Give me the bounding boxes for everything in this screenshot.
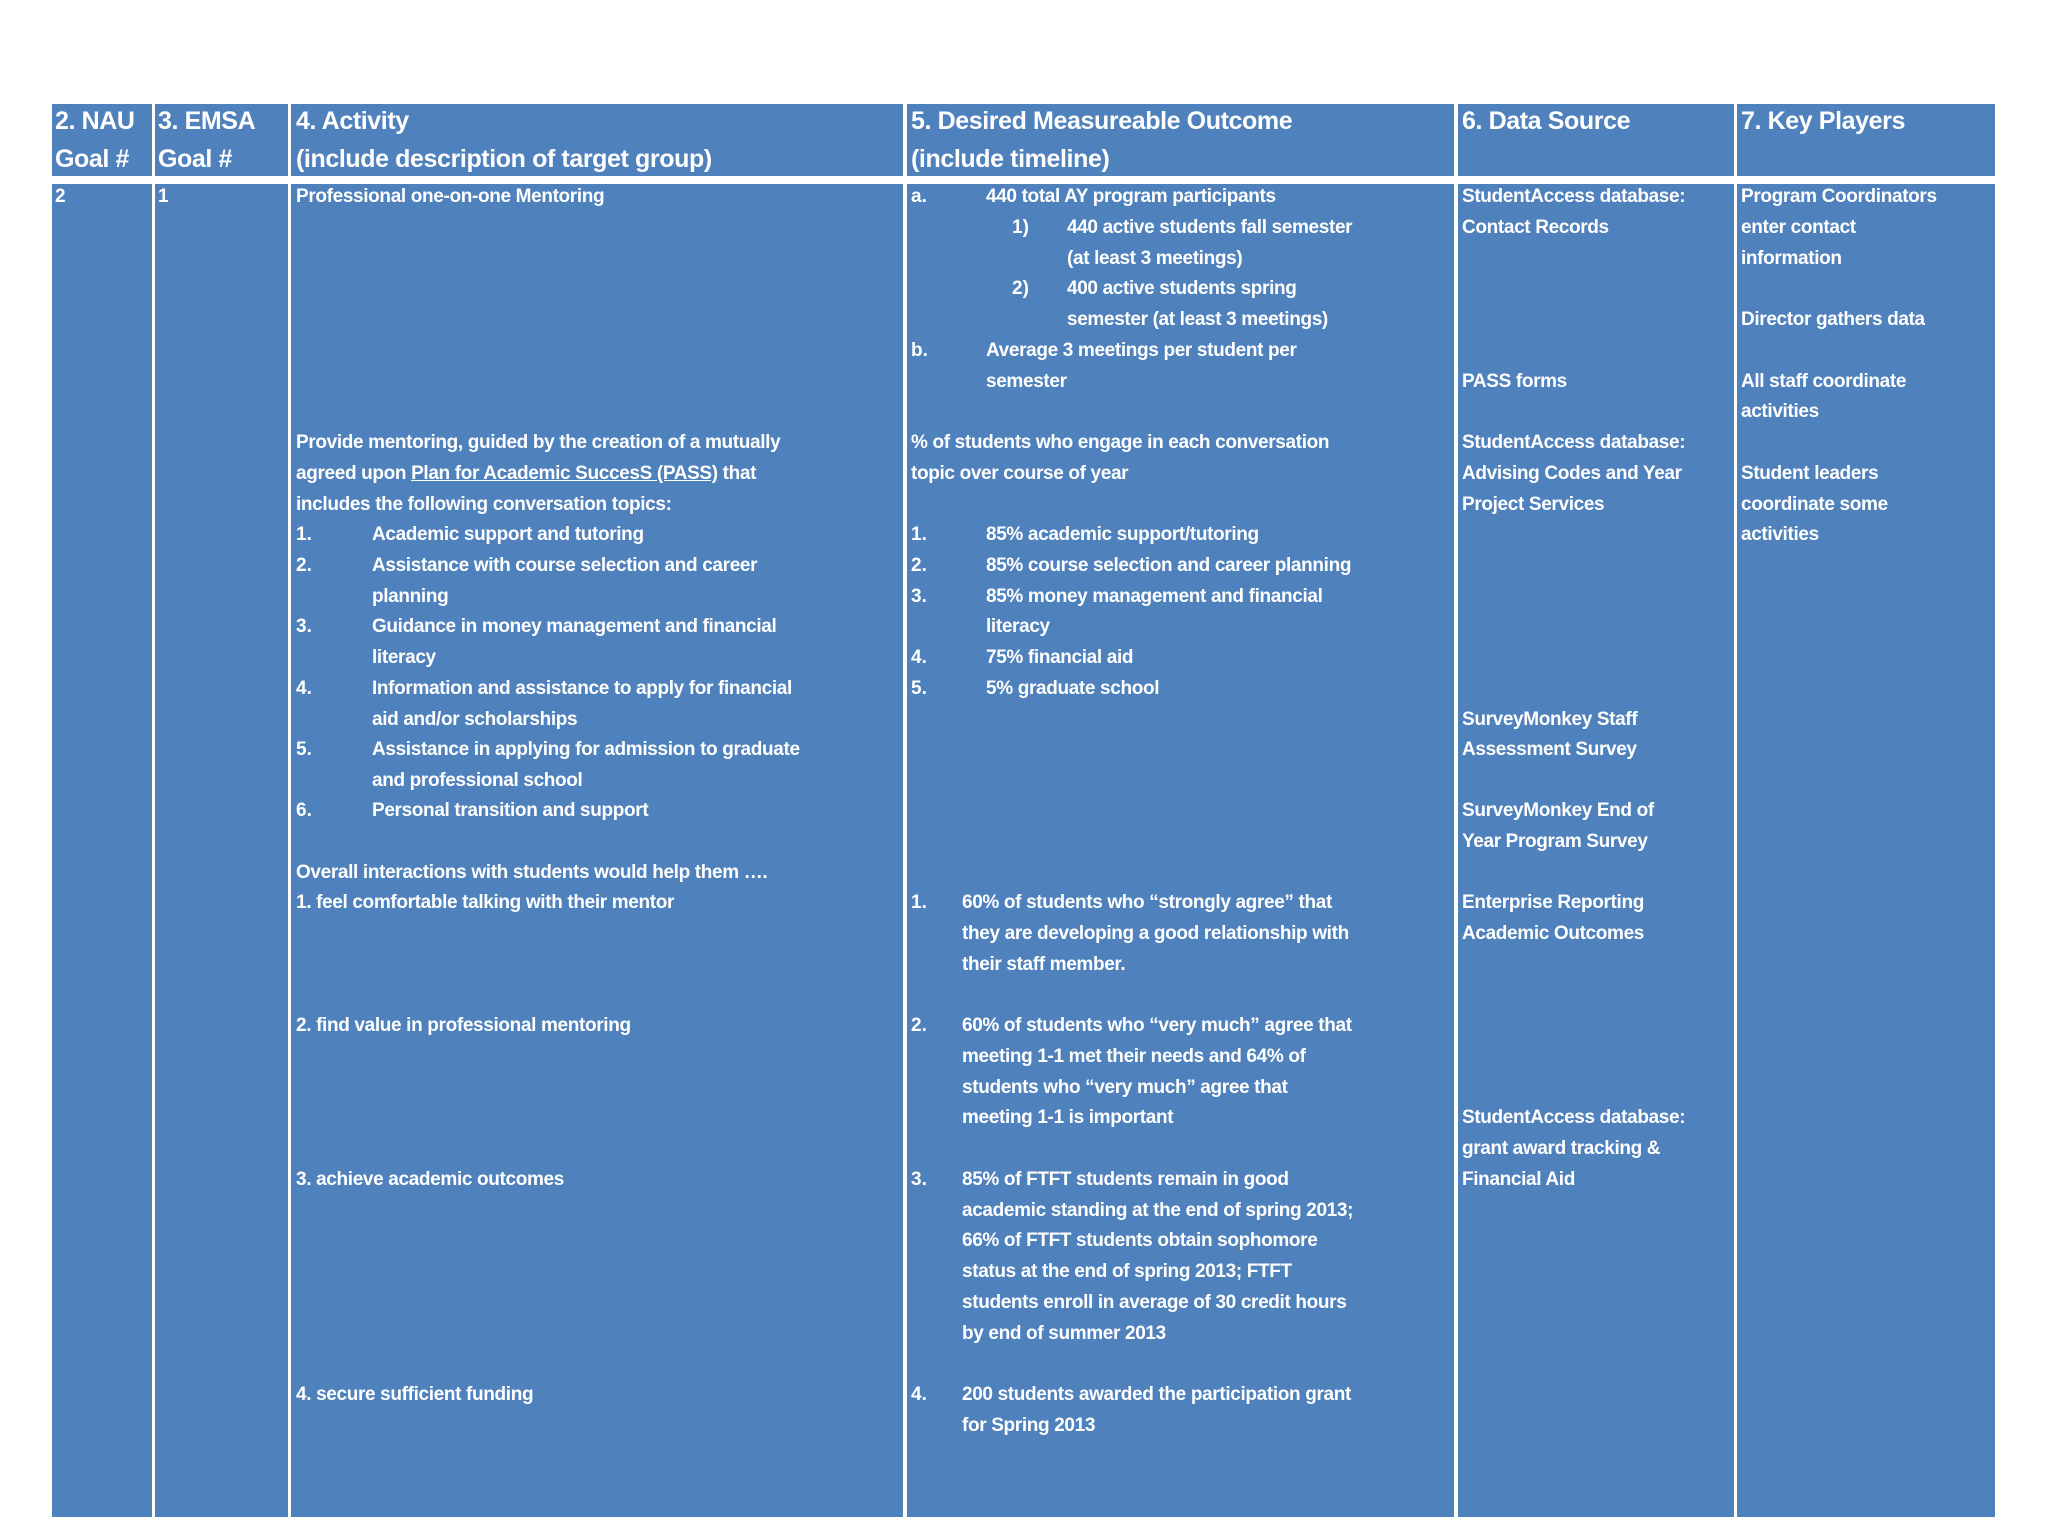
key-player-text: coordinate some bbox=[1741, 494, 1888, 515]
key-player-text: activities bbox=[1741, 524, 1819, 545]
topic-text: literacy bbox=[372, 647, 436, 668]
result-text: 200 students awarded the participation grant bbox=[962, 1384, 1351, 1405]
outcome-b-text: semester bbox=[986, 371, 1067, 392]
topic-text: aid and/or scholarships bbox=[372, 709, 578, 730]
pass-intro-pre: agreed upon bbox=[296, 463, 412, 484]
pass-intro-line2 bbox=[296, 459, 756, 489]
key-player-text: Director gathers data bbox=[1741, 309, 1925, 330]
outcome-b-text: Average 3 meetings per student per bbox=[986, 340, 1297, 361]
result-text: 60% of students who “very much” agree that bbox=[962, 1015, 1352, 1036]
topic-num: 3. bbox=[296, 616, 312, 637]
cell-outcome bbox=[907, 184, 1454, 1517]
header-key-players-line1: 7. Key Players bbox=[1741, 107, 1905, 135]
overall-item: 4. secure sufficient funding bbox=[296, 1384, 534, 1405]
data-source-text: SurveyMonkey Staff bbox=[1462, 709, 1638, 730]
topic-text: Information and assistance to apply for financial bbox=[372, 678, 792, 699]
result-text: students who “very much” agree that bbox=[962, 1077, 1288, 1098]
result-num: 3. bbox=[911, 1169, 927, 1190]
header-nau-goal-line1: 2. NAU bbox=[55, 107, 135, 135]
header-key-players bbox=[1737, 104, 1995, 176]
data-source-text: Advising Codes and Year bbox=[1462, 463, 1682, 484]
outcome-a-sub-num: 2) bbox=[1012, 278, 1029, 299]
key-player-text: enter contact bbox=[1741, 217, 1856, 238]
pass-intro-post: that bbox=[717, 463, 757, 484]
topic-text: Assistance with course selection and career bbox=[372, 555, 758, 576]
nau-goal-value: 2 bbox=[55, 186, 66, 207]
header-activity-line1: 4. Activity bbox=[296, 107, 409, 135]
topic-num: 4. bbox=[296, 678, 312, 699]
engage-item: 85% money management and financial bbox=[986, 586, 1323, 607]
header-emsa-goal-line2: Goal # bbox=[158, 145, 233, 173]
topic-text: planning bbox=[372, 586, 449, 607]
data-source-text: Contact Records bbox=[1462, 217, 1609, 238]
data-source-text: StudentAccess database: bbox=[1462, 432, 1686, 453]
result-num: 4. bbox=[911, 1384, 927, 1405]
emsa-goal-value: 1 bbox=[158, 186, 169, 207]
header-emsa-goal bbox=[155, 104, 288, 176]
topic-text: and professional school bbox=[372, 770, 583, 791]
data-source-text: StudentAccess database: bbox=[1462, 186, 1686, 207]
result-text: status at the end of spring 2013; FTFT bbox=[962, 1261, 1292, 1282]
header-nau-goal-line2: Goal # bbox=[55, 145, 130, 173]
engage-item: 85% course selection and career planning bbox=[986, 555, 1352, 576]
header-data-source bbox=[1458, 104, 1734, 176]
data-source-text: Year Program Survey bbox=[1462, 831, 1648, 852]
data-source-text: grant award tracking & bbox=[1462, 1138, 1661, 1159]
outcome-a-text: 440 total AY program participants bbox=[986, 186, 1276, 207]
data-source-text: PASS forms bbox=[1462, 371, 1567, 392]
outcome-a-sub-text: (at least 3 meetings) bbox=[1067, 248, 1243, 269]
engage-text: % of students who engage in each conversation bbox=[911, 432, 1330, 453]
pass-plan-link[interactable]: Plan for Academic SuccesS (PASS) bbox=[411, 463, 718, 484]
engage-num: 4. bbox=[911, 647, 927, 668]
key-player-text: Student leaders bbox=[1741, 463, 1879, 484]
cell-activity bbox=[291, 184, 903, 1517]
data-source-text: Project Services bbox=[1462, 494, 1605, 515]
overall-intro: Overall interactions with students would help them …. bbox=[296, 862, 768, 883]
result-text: for Spring 2013 bbox=[962, 1415, 1096, 1436]
header-data-source-line1: 6. Data Source bbox=[1462, 107, 1631, 135]
engage-num: 2. bbox=[911, 555, 927, 576]
data-source-text: Assessment Survey bbox=[1462, 739, 1637, 760]
outcome-a-label: a. bbox=[911, 186, 927, 207]
outcome-a-sub-text: 440 active students fall semester bbox=[1067, 217, 1353, 238]
topic-text: Assistance in applying for admission to graduate bbox=[372, 739, 800, 760]
topic-text: Personal transition and support bbox=[372, 800, 649, 821]
engage-item: 5% graduate school bbox=[986, 678, 1160, 699]
result-text: meeting 1-1 is important bbox=[962, 1107, 1174, 1128]
engage-item: 85% academic support/tutoring bbox=[986, 524, 1259, 545]
activity-title: Professional one-on-one Mentoring bbox=[296, 186, 605, 207]
topic-num: 1. bbox=[296, 524, 312, 545]
key-player-text: Program Coordinators bbox=[1741, 186, 1937, 207]
key-player-text: activities bbox=[1741, 401, 1819, 422]
data-source-text: Financial Aid bbox=[1462, 1169, 1575, 1190]
result-num: 1. bbox=[911, 892, 927, 913]
outcome-a-sub-num: 1) bbox=[1012, 217, 1029, 238]
header-nau-goal bbox=[52, 104, 152, 176]
result-text: their staff member. bbox=[962, 954, 1126, 975]
result-text: by end of summer 2013 bbox=[962, 1323, 1166, 1344]
topic-num: 2. bbox=[296, 555, 312, 576]
header-outcome-line1: 5. Desired Measureable Outcome bbox=[911, 107, 1293, 135]
engage-num: 5. bbox=[911, 678, 927, 699]
result-text: students enroll in average of 30 credit hours bbox=[962, 1292, 1347, 1313]
data-source-text: Academic Outcomes bbox=[1462, 923, 1645, 944]
cell-data-source bbox=[1458, 184, 1734, 1517]
outcome-b-label: b. bbox=[911, 340, 928, 361]
outcome-a-sub-text: semester (at least 3 meetings) bbox=[1067, 309, 1328, 330]
result-text: 66% of FTFT students obtain sophomore bbox=[962, 1230, 1318, 1251]
topic-num: 5. bbox=[296, 739, 312, 760]
engage-num: 1. bbox=[911, 524, 927, 545]
key-player-text: All staff coordinate bbox=[1741, 371, 1907, 392]
header-activity bbox=[291, 104, 903, 176]
cell-nau-goal bbox=[52, 184, 152, 1517]
engage-num: 3. bbox=[911, 586, 927, 607]
pass-intro-line1: Provide mentoring, guided by the creation of a mutually bbox=[296, 432, 781, 453]
data-source-text: Enterprise Reporting bbox=[1462, 892, 1644, 913]
cell-emsa-goal bbox=[155, 184, 288, 1517]
engage-text: topic over course of year bbox=[911, 463, 1129, 484]
overall-item: 1. feel comfortable talking with their mentor bbox=[296, 892, 675, 913]
result-text: academic standing at the end of spring 2013; bbox=[962, 1200, 1354, 1221]
header-activity-line2: (include description of target group) bbox=[296, 145, 712, 173]
pass-intro-line3: includes the following conversation topics: bbox=[296, 494, 672, 515]
header-emsa-goal-line1: 3. EMSA bbox=[158, 107, 256, 135]
overall-item: 2. find value in professional mentoring bbox=[296, 1015, 631, 1036]
outcome-a-sub-text: 400 active students spring bbox=[1067, 278, 1297, 299]
topic-text: Academic support and tutoring bbox=[372, 524, 644, 545]
engage-item: 75% financial aid bbox=[986, 647, 1134, 668]
result-text: 60% of students who “strongly agree” that bbox=[962, 892, 1332, 913]
overall-item: 3. achieve academic outcomes bbox=[296, 1169, 564, 1190]
key-player-text: information bbox=[1741, 248, 1842, 269]
topic-text: Guidance in money management and financial bbox=[372, 616, 777, 637]
result-text: 85% of FTFT students remain in good bbox=[962, 1169, 1289, 1190]
data-source-text: StudentAccess database: bbox=[1462, 1107, 1686, 1128]
data-source-text: SurveyMonkey End of bbox=[1462, 800, 1654, 821]
engage-item: literacy bbox=[986, 616, 1050, 637]
result-num: 2. bbox=[911, 1015, 927, 1036]
cell-key-players bbox=[1737, 184, 1995, 1517]
result-text: meeting 1-1 met their needs and 64% of bbox=[962, 1046, 1306, 1067]
result-text: they are developing a good relationship with bbox=[962, 923, 1349, 944]
header-outcome bbox=[907, 104, 1454, 176]
topic-num: 6. bbox=[296, 800, 312, 821]
header-outcome-line2: (include timeline) bbox=[911, 145, 1110, 173]
